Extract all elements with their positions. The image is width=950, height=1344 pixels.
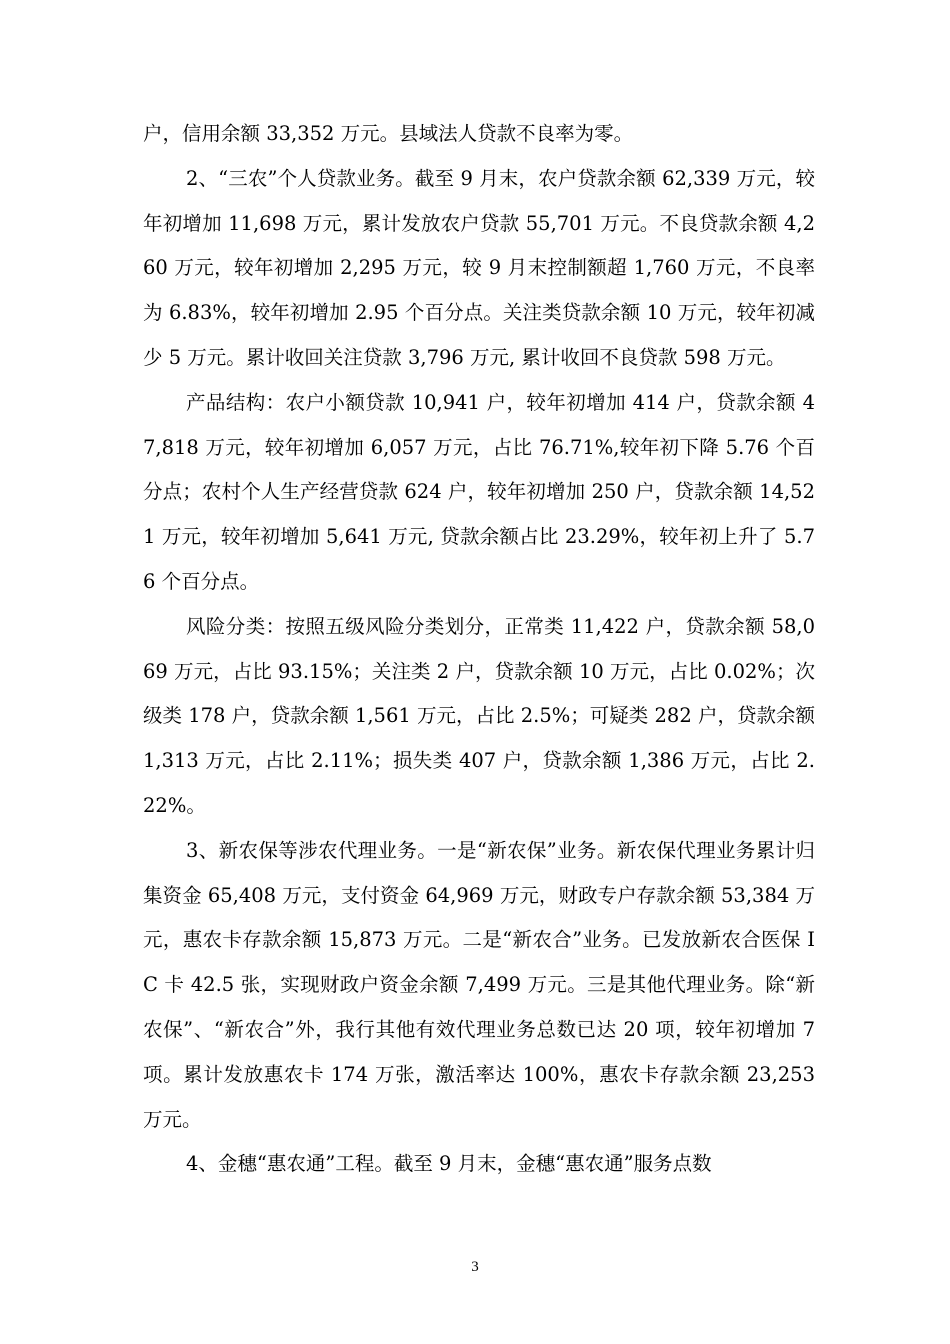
paragraph-sannong-personal-loans: 2、“三农”个人贷款业务。截至 9 月末，农户贷款余额 62,339 万元，较年初增加 11,698 万元，累计发放农户贷款 55,701 万元。不良贷款余额 4,260 万元，较年初增加 2,295 万元，较 9 月末控制额超 1,760 万元，不良率为 6.83%，较年初增加 2.95 个百分点。关注类贷款余额 10 万元，较年初减少 5 万元。累计收回关注贷款 3,796 万元, 累计收回不良贷款 598 万元。 [143,166,815,369]
paragraph-continuation: 户，信用余额 33,352 万元。县域法人贷款不良率为零。 [143,122,634,145]
paragraph-huinongtong-project: 4、金穗“惠农通”工程。截至 9 月末，金穗“惠农通”服务点数 [186,1152,712,1176]
paragraph-product-structure: 产品结构：农户小额贷款 10,941 户，较年初增加 414 户，贷款余额 47,818 万元，较年初增加 6,057 万元，占比 76.71%,较年初下降 5.76 个百分点；农村个人生产经营贷款 624 户，较年初增加 250 户，贷款余额 14,521 万元，较年初增加 5,641 万元, 贷款余额占比 23.29%，较年初上升了 5.76 个百分点。 [143,390,815,593]
paragraph-agency-business: 3、新农保等涉农代理业务。一是“新农保”业务。新农保代理业务累计归集资金 65,408 万元，支付资金 64,969 万元，财政专户存款余额 53,384 万元，惠农卡存款余额 15,873 万元。二是“新农合”业务。已发放新农合医保 IC 卡 42.5 张，实现财政户资金余额 7,499 万元。三是其他代理业务。除“新农保”、“新农合”外，我行其他有效代理业务总数已达 20 项，较年初增加 7 项。累计发放惠农卡 174 万张，激活率达 100%，惠农卡存款余额 23,253 万元。 [143,838,815,1131]
document-body [143,112,815,1187]
paragraph-risk-classification: 风险分类：按照五级风险分类划分，正常类 11,422 户，贷款余额 58,069 万元，占比 93.15%；关注类 2 户，贷款余额 10 万元，占比 0.02%；次级类 178 户，贷款余额 1,561 万元，占比 2.5%；可疑类 282 户，贷款余额 1,313 万元，占比 2.11%；损失类 407 户，贷款余额 1,386 万元，占比 2.22%。 [143,614,815,817]
page-number: 3 [471,1259,479,1275]
